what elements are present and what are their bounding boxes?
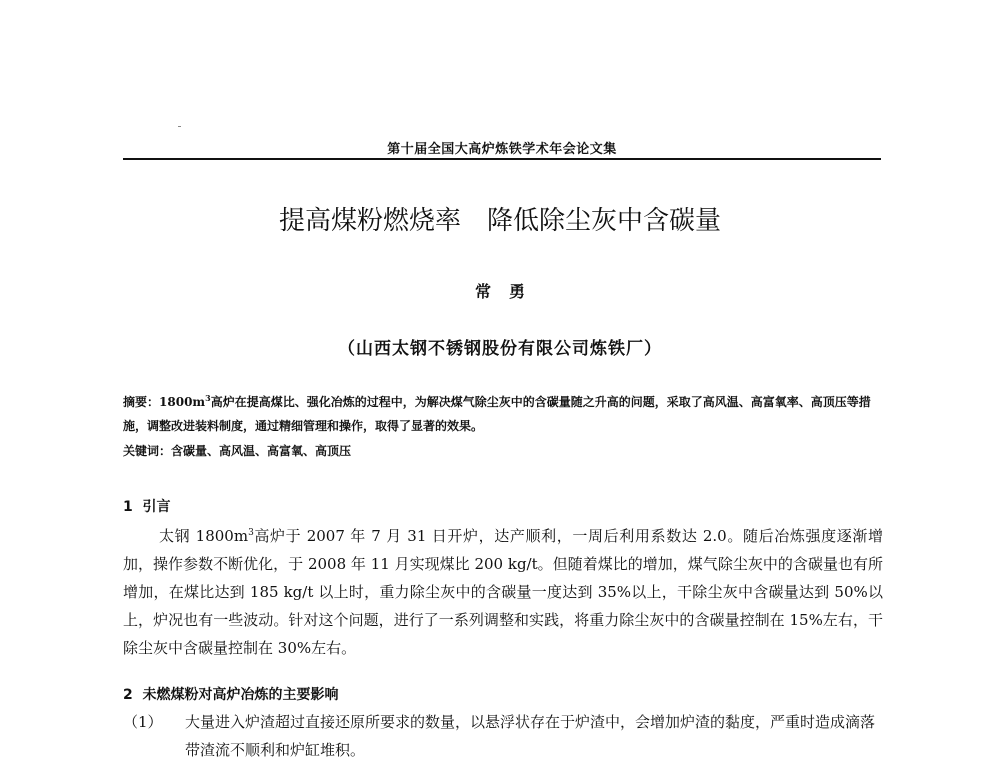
section-heading-introduction: 1 引言 (123, 499, 171, 515)
scan-mark (178, 126, 181, 127)
list-item-text: 大量进入炉渣超过直接还原所要求的数量，以悬浮状存在于炉渣中，会增加炉渣的黏度，严重时造成滴落带渣流不顺利和炉缸堆积。 (185, 713, 876, 759)
author-name: 常勇 (474, 282, 543, 301)
paper-title: 提高煤粉燃烧率 降低除尘灰中含碳量 (278, 206, 721, 236)
journal-header: 第十届全国大高炉炼铁学术年会论文集 (387, 142, 617, 157)
intro-text-start: 太钢 1800m (159, 527, 249, 545)
abstract (123, 386, 883, 438)
abstract-superscript: 3 (205, 393, 211, 403)
list-item-number: （1） (123, 713, 163, 731)
header-rule (123, 158, 881, 160)
section-heading-effects: 2 未燃煤粉对高炉冶炼的主要影响 (123, 687, 339, 703)
keywords-text: 含碳量、高风温、高富氧、高顶压 (171, 444, 352, 458)
abstract-text: 高炉在提高煤比、强化冶炼的过程中，为解决煤气除尘灰中的含碳量随之升高的问题，采取了高风温、高富氧率、高顶压等措施，调整改进装料制度，通过精细管理和操作，取得了显著的效果。 (123, 395, 871, 433)
keywords-label: 关键词： (123, 444, 172, 458)
abstract-text-start: 1800m (159, 395, 206, 409)
intro-superscript: 3 (248, 528, 254, 538)
introduction-paragraph (123, 519, 883, 662)
author-affiliation: （山西太钢不锈钢股份有限公司炼铁厂） (338, 339, 662, 359)
keywords (123, 441, 883, 461)
abstract-label: 摘要： (123, 395, 160, 409)
intro-text: 高炉于 2007 年 7 月 31 日开炉，达产顺利，一周后利用系数达 2.0。随后冶炼强度逐渐增加，操作参数不断优化，于 2008 年 11 月实现煤比 200 kg/t。但随着煤比的增加，煤气除尘灰中的含碳量也有所增加，在煤比达到 185 kg/t 以上时，重力除尘灰中的含碳量一度达到 35%以上，干除尘灰中含碳量达到 50%以上，炉况也有一些波动。针对这个问题，进行了一系列调整和实践，将重力除尘灰中的含碳量控制在 15%左右，干除尘灰中含碳量控制在 30%左右。 (123, 527, 883, 657)
